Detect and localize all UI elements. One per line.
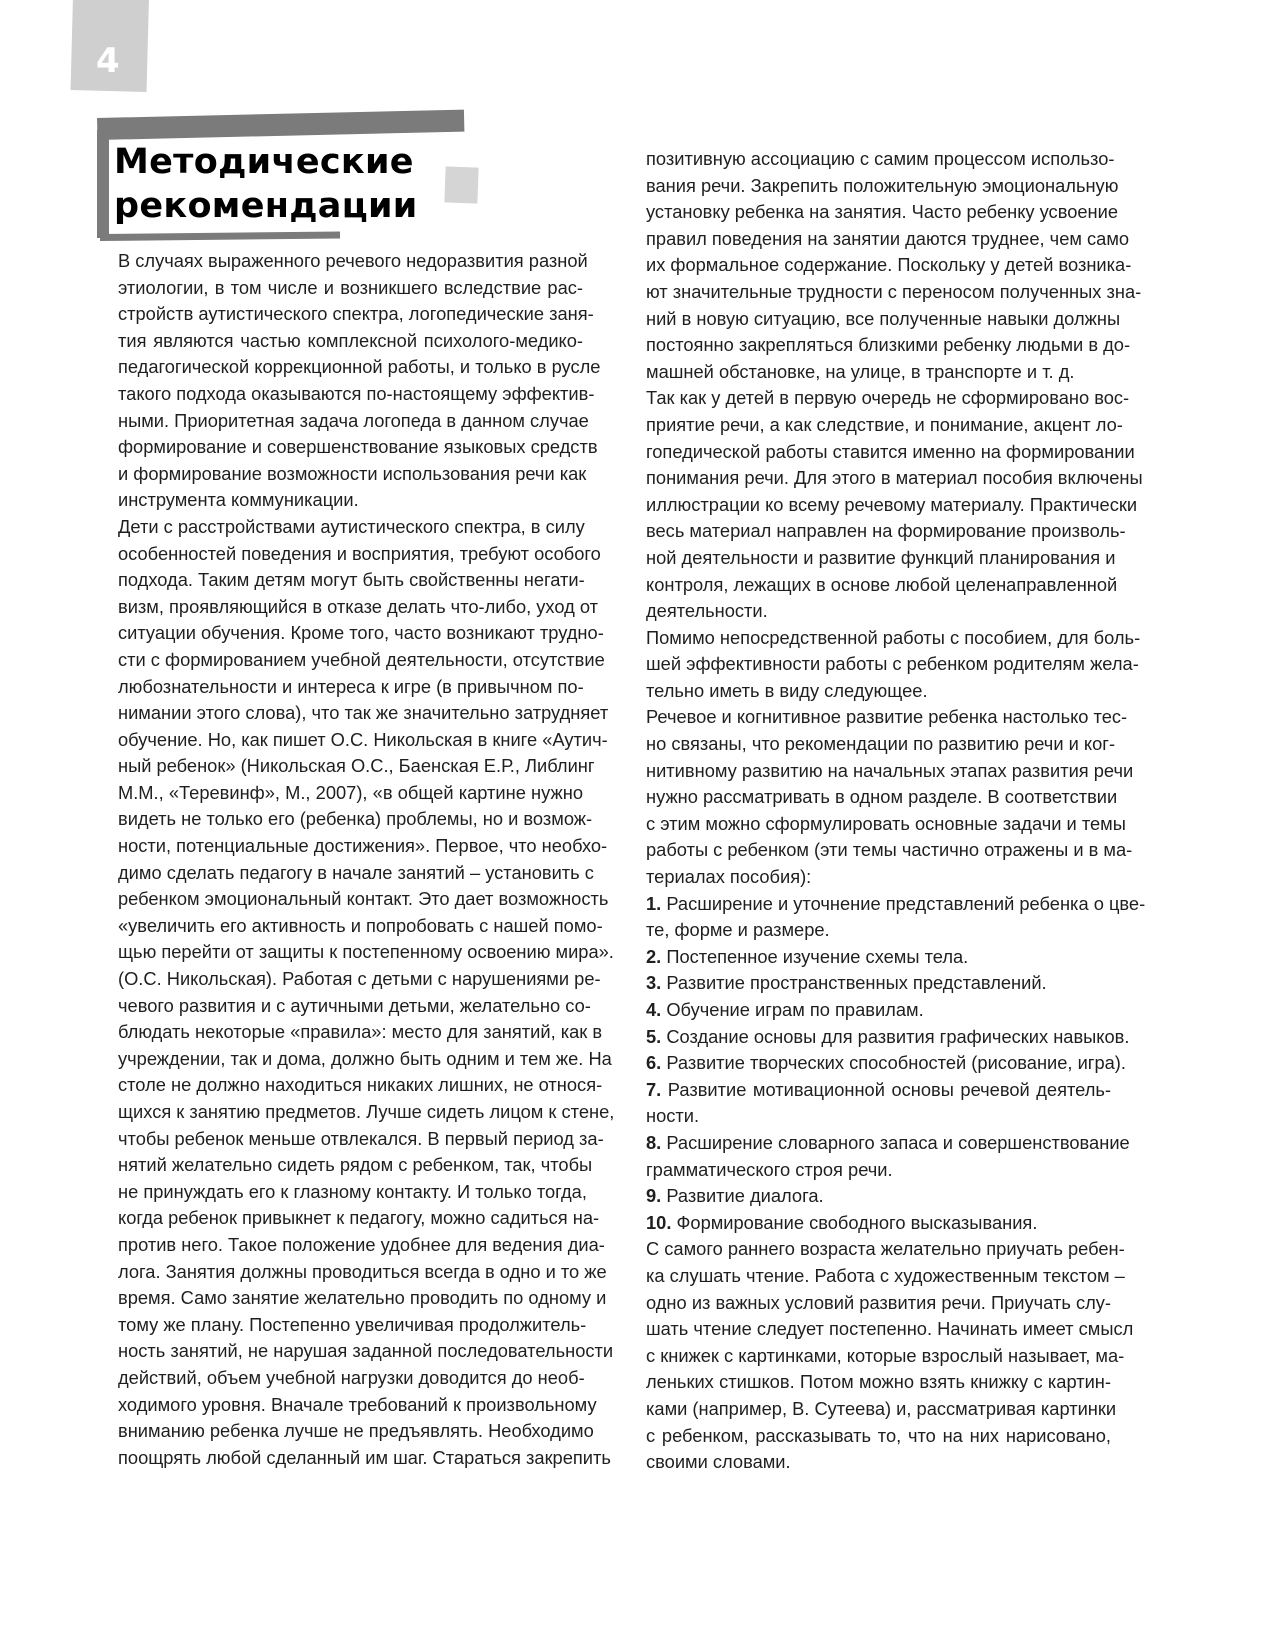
text-line-content: ной деятельности и развитие функций планирования и bbox=[646, 546, 1116, 568]
text-line-content: ный ребенок» (Никольская О.С., Баенская Е.Р., Либлинг bbox=[118, 755, 595, 777]
text-line bbox=[118, 594, 599, 621]
text-line-content: тия являются частью комплексной психолого-медико- bbox=[118, 329, 583, 351]
text-line bbox=[118, 993, 591, 1020]
text-line bbox=[118, 1418, 594, 1445]
text-line-content: чевого развития и с аутичными детьми, желательно со- bbox=[118, 994, 591, 1016]
text-line bbox=[118, 753, 595, 780]
text-line-content: контроля, лежащих в основе любой целенаправленной bbox=[646, 573, 1118, 595]
text-line-content: нятий желательно сидеть рядом с ребенком, так, чтобы bbox=[118, 1154, 593, 1176]
heading-line-2: рекомендации bbox=[114, 186, 418, 226]
text-line bbox=[118, 886, 609, 913]
text-line-content: териалах пособия): bbox=[646, 866, 812, 888]
text-line bbox=[646, 1290, 1111, 1317]
text-line bbox=[118, 700, 609, 727]
text-line-content: визм, проявляющийся в отказе делать что-либо, уход от bbox=[118, 595, 599, 617]
text-line-content: ными. Приоритетная задача логопеда в данном случае bbox=[118, 409, 589, 431]
text-line bbox=[646, 598, 1111, 625]
text-line bbox=[118, 674, 583, 701]
text-line bbox=[118, 1285, 607, 1312]
heading-frame-left bbox=[97, 130, 109, 238]
text-line bbox=[118, 647, 605, 674]
text-line bbox=[646, 917, 1111, 944]
text-line-content: ность занятий, не нарушая заданной последовательности bbox=[118, 1340, 614, 1362]
text-line bbox=[118, 1445, 611, 1472]
page-heading bbox=[114, 140, 418, 228]
text-line bbox=[646, 997, 1111, 1024]
heading-decorative-square bbox=[444, 166, 478, 203]
text-line-content: Расширение и уточнение представлений ребенка о цве- bbox=[661, 892, 1146, 914]
text-line-content: установку ребенка на занятия. Часто ребенку усвоение bbox=[646, 201, 1119, 223]
text-line-content: вниманию ребенка лучше не предъявлять. Необходимо bbox=[118, 1420, 594, 1442]
text-line-content: когда ребенок привыкнет к педагогу, можно садиться на- bbox=[118, 1207, 600, 1229]
text-line bbox=[118, 1126, 604, 1153]
text-line bbox=[646, 465, 1143, 492]
text-line-content: Создание основы для развития графических навыков. bbox=[661, 1025, 1130, 1047]
list-item-number: 1. bbox=[646, 892, 662, 914]
text-line bbox=[118, 514, 583, 541]
text-line bbox=[646, 1157, 1111, 1184]
text-line-content: Обучение играм по правилам. bbox=[661, 999, 924, 1020]
text-line-content: Развитие диалога. bbox=[661, 1185, 824, 1207]
list-item-number: 10. bbox=[646, 1211, 672, 1233]
text-line-content: правил поведения на занятии даются труднее, чем само bbox=[646, 227, 1130, 249]
text-line bbox=[118, 301, 594, 328]
text-line bbox=[646, 439, 1135, 466]
text-line-content: педагогической коррекционной работы, и только в русле bbox=[118, 356, 601, 378]
text-line bbox=[118, 328, 583, 355]
text-line-content: своими словами. bbox=[646, 1451, 791, 1473]
text-line-content: такого подхода оказываются по-настоящему эффектив- bbox=[118, 382, 595, 404]
list-item-number: 5. bbox=[646, 1025, 662, 1047]
text-line-content: поощрять любой сделанный им шаг. Стараться закрепить bbox=[118, 1446, 611, 1468]
text-line-content: лога. Занятия должны проводиться всегда в одно и то же bbox=[118, 1260, 607, 1282]
text-line-content: постоянно закрепляться близкими ребенку людьми в до- bbox=[646, 334, 1131, 356]
text-line bbox=[646, 784, 1118, 811]
text-line-content: учреждении, так и дома, должно быть одним и тем же. На bbox=[118, 1047, 612, 1069]
text-line bbox=[646, 1369, 1111, 1396]
text-line-content: грамматического строя речи. bbox=[646, 1158, 893, 1180]
text-line bbox=[646, 1423, 1111, 1450]
text-line-content: Развитие творческих способностей (рисование, игра). bbox=[661, 1052, 1126, 1074]
text-line-content: ситуации обучения. Кроме того, часто возникают трудно- bbox=[118, 622, 604, 644]
text-line-content: стройств аутистического спектра, логопедические заня- bbox=[118, 303, 594, 325]
text-line bbox=[646, 1210, 1111, 1237]
text-line-content: с этим можно сформулировать основные задачи и темы bbox=[646, 812, 1126, 834]
text-line-content: позитивную ассоциацию с самим процессом использо- bbox=[646, 148, 1115, 169]
text-line bbox=[118, 966, 601, 993]
text-line-content: обучение. Но, как пишет О.С. Никольская в книге «Аутич- bbox=[118, 728, 608, 750]
text-line-content: шей эффективности работы с ребенком родителям жела- bbox=[646, 653, 1139, 675]
text-line-content: щихся к занятию предметов. Лучше сидеть лицом к стене, bbox=[118, 1101, 615, 1122]
text-line bbox=[118, 1259, 607, 1286]
text-line-content: столе не должно находиться никаких лишних, не относя- bbox=[118, 1074, 603, 1096]
text-line bbox=[118, 780, 583, 807]
text-line-content: приятие речи, а как следствие, и понимание, акцент ло- bbox=[646, 413, 1123, 435]
text-line-content: чтобы ребенок меньше отвлекался. В первый период за- bbox=[118, 1127, 604, 1149]
text-line-content: ности, потенциальные достижения». Первое, что необхо- bbox=[118, 835, 608, 857]
list-item-number: 9. bbox=[646, 1185, 662, 1207]
text-line-content: их формальное содержание. Поскольку у детей возника- bbox=[646, 254, 1132, 276]
list-item-number: 8. bbox=[646, 1131, 662, 1153]
text-line-content: нимании этого слова), что так же значительно затрудняет bbox=[118, 702, 609, 724]
text-line-content: «увеличить его активность и попробовать с нашей помо- bbox=[118, 914, 603, 936]
text-line bbox=[646, 199, 1119, 226]
text-line bbox=[118, 275, 583, 302]
text-line bbox=[118, 487, 583, 514]
text-line bbox=[118, 833, 608, 860]
text-line-content: С самого раннего возраста желательно приучать ребен- bbox=[646, 1238, 1125, 1260]
text-line-content: гопедической работы ставится именно на формировании bbox=[646, 440, 1135, 462]
text-line-content: В случаях выраженного речевого недоразвития разной bbox=[118, 250, 588, 271]
text-line-content: иллюстрации ко всему речевому материалу. Практически bbox=[646, 493, 1138, 515]
text-line bbox=[646, 412, 1123, 439]
text-line bbox=[646, 252, 1132, 279]
page-number: 4 bbox=[96, 41, 120, 81]
text-line bbox=[646, 811, 1126, 838]
text-line-content: Развитие мотивационной основы речевой деятель- bbox=[661, 1078, 1111, 1100]
text-line bbox=[646, 146, 1115, 173]
text-line-content: блюдать некоторые «правила»: место для занятий, как в bbox=[118, 1021, 603, 1043]
text-line-content: тельно иметь в виду следующее. bbox=[646, 679, 928, 701]
text-line bbox=[646, 864, 1111, 891]
text-line bbox=[646, 226, 1130, 253]
text-line bbox=[646, 1449, 1111, 1476]
text-line bbox=[646, 332, 1131, 359]
text-line bbox=[118, 461, 587, 488]
text-line bbox=[118, 1019, 603, 1046]
text-line-content: щью перейти от защиты к постепенному освоению мира». bbox=[118, 941, 614, 963]
text-line bbox=[118, 939, 614, 966]
text-line bbox=[118, 434, 598, 461]
text-line bbox=[118, 1179, 587, 1206]
text-line bbox=[646, 1103, 1111, 1130]
text-line-content: и формирование возможности использования речи как bbox=[118, 462, 587, 484]
text-line-content: этиологии, в том числе и возникшего вследствие рас- bbox=[118, 276, 583, 298]
text-line bbox=[118, 1205, 600, 1232]
text-line bbox=[646, 944, 1111, 971]
text-line-content: с книжек с картинками, которые взрослый называет, ма- bbox=[646, 1344, 1125, 1366]
text-line-content: против него. Такое положение удобнее для ведения диа- bbox=[118, 1233, 605, 1255]
text-line bbox=[646, 1130, 1130, 1157]
text-line-content: ний в новую ситуацию, все полученные навыки должны bbox=[646, 307, 1121, 329]
text-line bbox=[118, 381, 595, 408]
text-line-content: Формирование свободного высказывания. bbox=[671, 1211, 1038, 1233]
text-line-content: ходимого уровня. Вначале требований к произвольному bbox=[118, 1393, 597, 1415]
text-line bbox=[646, 572, 1118, 599]
text-line bbox=[118, 541, 601, 568]
text-line bbox=[646, 1316, 1134, 1343]
text-line-content: тому же плану. Постепенно увеличивая продолжитель- bbox=[118, 1313, 587, 1335]
text-line-content: формирование и совершенствование языковых средств bbox=[118, 436, 598, 458]
text-line-content: Речевое и когнитивное развитие ребенка настолько тес- bbox=[646, 706, 1128, 728]
text-line bbox=[118, 1152, 593, 1179]
text-line bbox=[118, 913, 603, 940]
text-line-content: Расширение словарного запаса и совершенствование bbox=[661, 1131, 1130, 1153]
text-line bbox=[646, 1024, 1130, 1051]
text-line bbox=[118, 1232, 605, 1259]
text-line-content: (О.С. Никольская). Работая с детьми с нарушениями ре- bbox=[118, 968, 601, 990]
text-line bbox=[118, 408, 589, 435]
text-line bbox=[646, 731, 1116, 758]
text-line-content: работы с ребенком (эти темы частично отражены и в ма- bbox=[646, 839, 1133, 861]
text-line bbox=[646, 678, 1111, 705]
text-line-content: но связаны, что рекомендации по развитию речи и ког- bbox=[646, 733, 1116, 755]
text-line bbox=[646, 518, 1126, 545]
text-line bbox=[118, 1099, 615, 1126]
text-line-content: М.М., «Теревинф», М., 2007), «в общей картине нужно bbox=[118, 781, 583, 803]
text-line bbox=[118, 567, 583, 594]
text-line bbox=[646, 1343, 1125, 1370]
text-line bbox=[646, 651, 1139, 678]
text-line bbox=[118, 354, 601, 381]
text-line-content: нужно рассматривать в одном разделе. В соответствии bbox=[646, 786, 1118, 808]
text-line-content: леньких стишков. Потом можно взять книжку с картин- bbox=[646, 1371, 1111, 1393]
list-item-number: 4. bbox=[646, 999, 662, 1020]
text-line-content: Развитие пространственных представлений. bbox=[661, 972, 1047, 994]
list-item-number: 6. bbox=[646, 1052, 662, 1074]
text-line-content: Так как у детей в первую очередь не сформировано вос- bbox=[646, 387, 1130, 409]
text-line-content: деятельности. bbox=[646, 600, 768, 622]
text-line bbox=[646, 306, 1121, 333]
text-line bbox=[646, 1077, 1111, 1104]
text-line bbox=[646, 891, 1146, 918]
text-line bbox=[118, 1046, 612, 1073]
text-line-content: особенностей поведения и восприятия, требуют особого bbox=[118, 542, 601, 564]
text-line-content: видеть не только его (ребенка) проблемы, но и возмож- bbox=[118, 808, 593, 830]
text-line bbox=[646, 385, 1130, 412]
text-line-content: действий, объем учебной нагрузки доводится до необ- bbox=[118, 1366, 585, 1388]
text-line bbox=[646, 704, 1128, 731]
text-line bbox=[118, 727, 608, 754]
text-line-content: шать чтение следует постепенно. Начинать имеет смысл bbox=[646, 1318, 1134, 1340]
text-line-content: одно из важных условий развития речи. Приучать слу- bbox=[646, 1291, 1111, 1313]
text-line-content: весь материал направлен на формирование произволь- bbox=[646, 520, 1126, 542]
text-line bbox=[646, 359, 1111, 386]
text-line bbox=[118, 1312, 587, 1339]
text-line bbox=[646, 279, 1142, 306]
heading-line-1: Методические bbox=[114, 142, 414, 182]
text-line bbox=[118, 1392, 597, 1419]
text-line-content: вания речи. Закрепить положительную эмоциональную bbox=[646, 174, 1119, 196]
text-line bbox=[646, 173, 1119, 200]
list-item-number: 2. bbox=[646, 945, 662, 967]
text-line-content: с ребенком, рассказывать то, что на них нарисовано, bbox=[646, 1424, 1111, 1446]
heading-frame-top bbox=[97, 110, 464, 140]
text-line-content: подхода. Таким детям могут быть свойственны негати- bbox=[118, 569, 585, 591]
list-item-number: 7. bbox=[646, 1078, 662, 1100]
text-line-content: Постепенное изучение схемы тела. bbox=[661, 945, 969, 967]
text-line-content: инструмента коммуникации. bbox=[118, 489, 359, 511]
left-text-column bbox=[118, 248, 615, 1471]
text-line bbox=[118, 620, 604, 647]
text-line bbox=[118, 1072, 603, 1099]
text-line bbox=[646, 1183, 1111, 1210]
text-line-content: димо сделать педагогу в начале занятий – установить с bbox=[118, 861, 594, 883]
text-line bbox=[118, 1338, 614, 1365]
text-line-content: ют значительные трудности с переносом полученных зна- bbox=[646, 280, 1142, 302]
text-line-content: понимания речи. Для этого в материал пособия включены bbox=[646, 467, 1143, 489]
text-line bbox=[646, 1263, 1125, 1290]
text-line bbox=[118, 806, 593, 833]
text-line-content: время. Само занятие желательно проводить по одному и bbox=[118, 1287, 607, 1309]
text-line-content: любознательности и интереса к игре (в привычном по- bbox=[118, 675, 584, 697]
text-line bbox=[646, 492, 1138, 519]
heading-frame-bottom bbox=[100, 231, 340, 241]
text-line-content: нитивному развитию на начальных этапах развития речи bbox=[646, 759, 1134, 781]
text-line-content: не принуждать его к глазному контакту. И только тогда, bbox=[118, 1180, 587, 1202]
text-line-content: ребенком эмоциональный контакт. Это дает возможность bbox=[118, 888, 609, 910]
text-line bbox=[646, 970, 1111, 997]
text-line bbox=[646, 837, 1133, 864]
text-line-content: ности. bbox=[646, 1105, 700, 1127]
text-line-content: машней обстановке, на улице, в транспорте и т. д. bbox=[646, 360, 1075, 382]
text-line-content: сти с формированием учебной деятельности, отсутствие bbox=[118, 648, 605, 670]
text-line bbox=[646, 1396, 1117, 1423]
text-line bbox=[646, 545, 1116, 572]
text-line bbox=[118, 1365, 583, 1392]
text-line bbox=[646, 1050, 1126, 1077]
text-line-content: Помимо непосредственной работы с пособием, для боль- bbox=[646, 626, 1141, 648]
list-item-number: 3. bbox=[646, 972, 662, 994]
text-line-content: Дети с расстройствами аутистического спектра, в силу bbox=[118, 515, 585, 537]
text-line bbox=[646, 758, 1134, 785]
text-line bbox=[118, 860, 594, 887]
text-line-content: ка слушать чтение. Работа с художественным текстом – bbox=[646, 1264, 1125, 1286]
right-text-column bbox=[646, 146, 1146, 1476]
text-line bbox=[646, 625, 1141, 652]
text-line bbox=[118, 248, 588, 275]
text-line-content: ками (например, В. Сутеева) и, рассматривая картинки bbox=[646, 1397, 1117, 1419]
text-line bbox=[646, 1236, 1125, 1263]
text-line-content: те, форме и размере. bbox=[646, 919, 830, 941]
